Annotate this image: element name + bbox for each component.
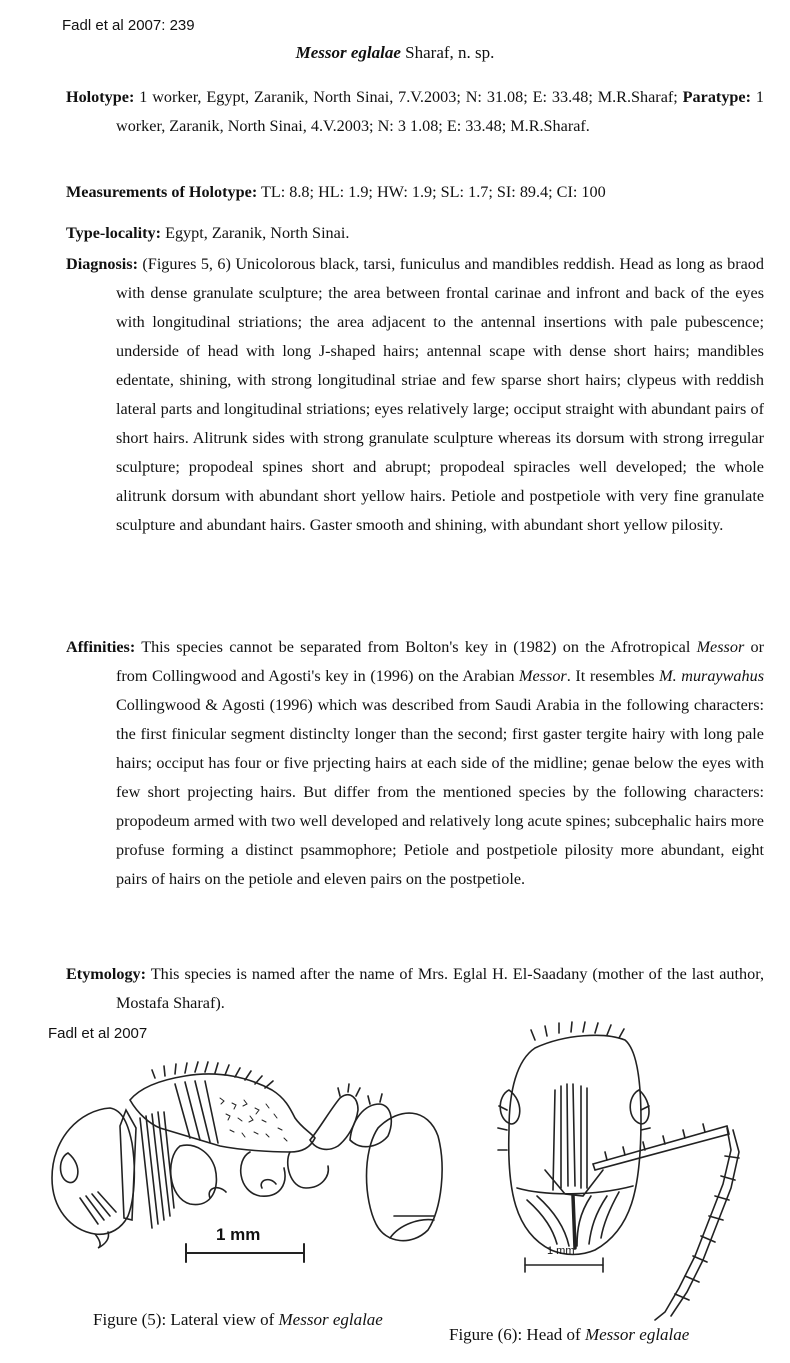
ant-antenna-frontal	[593, 1124, 739, 1320]
ant-petiole	[310, 1084, 360, 1149]
diagnosis-text: (Figures 5, 6) Unicolorous black, tarsi, funiculus and mandibles reddish. Head as long as braod with dense granulate sculpture; the area between frontal carinae and infront and back of the eyes with longitudinal striations; the area adjacent to the antennal insertions with pale pubescence; underside of head with long J-shaped hairs; antennal scape with dense short hairs; mandibles edentate, shining, with strong longitudinal striae and few sparse short hairs; clypeus with reddish lateral parts and longitudinal striations; eyes relatively large; occiput straight with abundant pairs of short hairs. Alitrunk sides with strong granulate sculpture whereas its dorsum with strong irregular sculpture; propodeal spines short and abrupt; propodeal spiracles well developed; the whole alitrunk dorsum with abundant short yellow hairs. Petiole and postpetiole with very fine granulate sculpture and abundant hairs. Gaster smooth and shining, with abundant short yellow pilosity.	[116, 255, 764, 534]
etymology-entry	[66, 960, 764, 1018]
ant-alitrunk	[130, 1062, 315, 1152]
fig5-scale-label: 1 mm	[216, 1225, 261, 1244]
figure-5-caption-species: Messor eglalae	[278, 1310, 383, 1329]
etymology-label: Etymology:	[66, 965, 147, 983]
species-title	[0, 43, 790, 63]
measurements-label: Measurements of Holotype:	[66, 183, 258, 201]
figure-citation: Fadl et al 2007	[48, 1025, 148, 1042]
diagnosis-entry	[66, 250, 764, 540]
type-locality-text: Egypt, Zaranik, North Sinai.	[161, 224, 350, 242]
paratype-text: 1 worker, Zaranik, North Sinai, 4.V.2003; N: 3 1.08; E: 33.48; M.R.Sharaf.	[116, 88, 764, 135]
affinities-label: Affinities:	[66, 638, 136, 656]
figure-6-caption-species: Messor eglalae	[584, 1325, 690, 1344]
title-author: Sharaf, n. sp.	[400, 43, 495, 62]
ant-head-frontal	[498, 1022, 650, 1255]
fig6-scale-bar	[525, 1258, 603, 1272]
alitrunk-granulate-sculpture	[220, 1098, 287, 1141]
figure-6-caption	[449, 1325, 689, 1345]
affinities-text-2: or from Collingwood and Agosti's key in (1996) on the Arabian	[116, 638, 764, 685]
measurements-entry	[66, 178, 764, 207]
lateral-view-drawing	[40, 1048, 445, 1268]
affinities-entry	[66, 633, 764, 894]
head-frontal-drawing	[495, 1020, 740, 1325]
affinities-species: M. muraywahus	[659, 667, 764, 685]
ant-gaster	[367, 1113, 443, 1241]
paratype-label: Paratype:	[682, 88, 751, 106]
diagnosis-label: Diagnosis:	[66, 255, 138, 273]
figure-6-caption-text: Figure (6): Head of	[449, 1325, 585, 1344]
fig6-scale-label: 1 mm	[547, 1245, 575, 1257]
holotype-text: 1 worker, Egypt, Zaranik, North Sinai, 7.V.2003; N: 31.08; E: 33.48; M.R.Sharaf;	[134, 88, 683, 106]
holotype-label: Holotype:	[66, 88, 135, 106]
figure-5-caption	[93, 1310, 383, 1330]
type-locality-entry	[66, 219, 764, 248]
affinities-genus-1: Messor	[696, 638, 745, 656]
figure-5-caption-text: Figure (5): Lateral view of	[93, 1310, 279, 1329]
affinities-genus-2: Messor	[519, 667, 567, 685]
affinities-text-3: . It resembles	[566, 667, 660, 685]
ant-coxae	[171, 1145, 329, 1204]
type-locality-label: Type-locality:	[66, 224, 162, 242]
title-species-name: Messor eglalae	[295, 43, 401, 62]
affinities-text-1: This species cannot be separated from Bolton's key in (1982) on the Afrotropical	[135, 638, 697, 656]
page-citation: Fadl et al 2007: 239	[62, 17, 195, 34]
holotype-entry	[66, 83, 764, 141]
fig5-scale-bar	[186, 1244, 304, 1262]
etymology-text: This species is named after the name of Mrs. Eglal H. El-Saadany (mother of the last author, Mostafa Sharaf).	[116, 965, 764, 1012]
affinities-text-4: Collingwood & Agosti (1996) which was described from Saudi Arabia in the following characters: the first finicular segment distinclty longer than the second; first gaster tergite hairy with long pale hairs; occiput has four or five prjecting hairs at each side of the midline; genae below the eyes with few short projecting hairs. But differ from the mentioned species by the following characters: propodeum armed with two well developed and relatively long acute spines; subcephalic hairs more profuse forming a distinct psammophore; Petiole and postpetiole pilosity more abundant, eight pairs of hairs on the petiole and eleven pairs on the postpetiole.	[116, 696, 764, 888]
measurements-text: TL: 8.8; HL: 1.9; HW: 1.9; SL: 1.7; SI: 89.4; CI: 100	[257, 183, 606, 201]
